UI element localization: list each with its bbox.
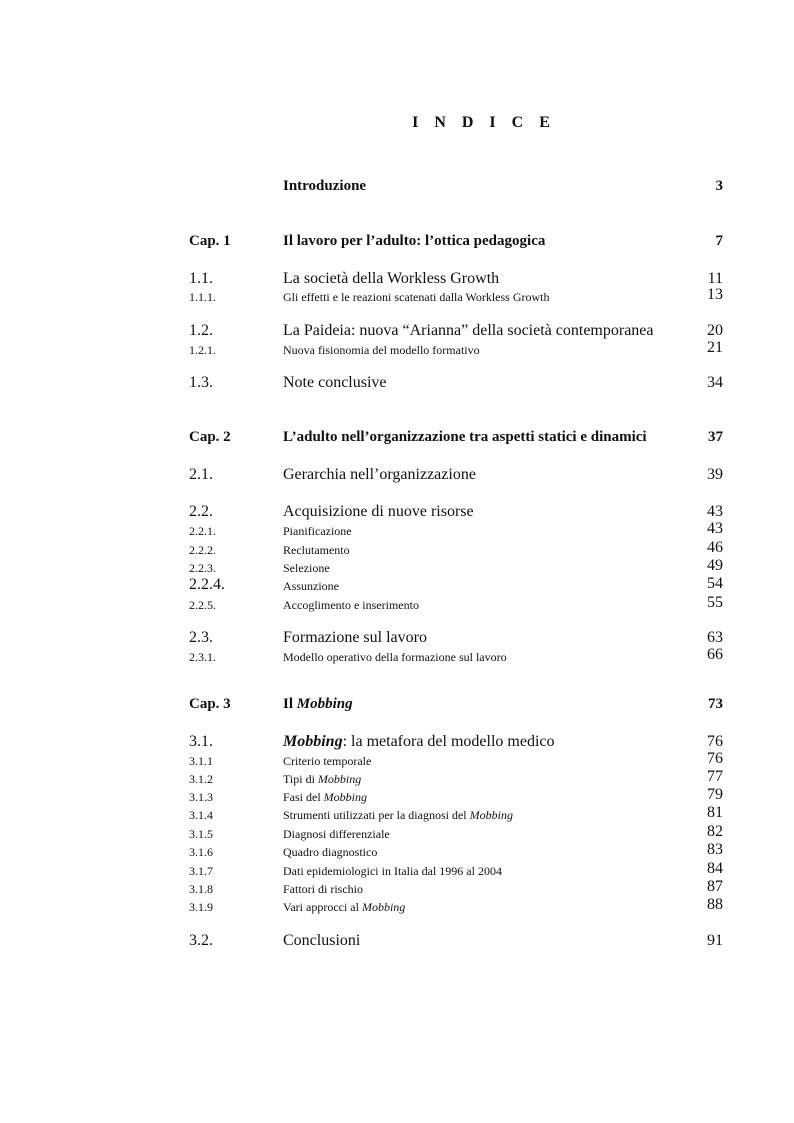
toc-entry-text xyxy=(283,808,513,823)
toc-entry-3-1-9[interactable] xyxy=(0,896,794,922)
toc-entry-page: 77 xyxy=(707,768,723,785)
toc-entry-3-1[interactable] xyxy=(0,733,794,755)
toc-entry-page: 66 xyxy=(707,646,723,663)
toc-entry-number: 1.2.1. xyxy=(189,343,216,357)
toc-entry-text-emphasis: Mobbing xyxy=(469,808,513,822)
toc-entry-1-2-1[interactable] xyxy=(0,339,794,365)
toc-entry-number: 1.2. xyxy=(189,322,213,339)
toc-entry-2-2-5[interactable] xyxy=(0,594,794,620)
toc-entry-number: 2.2. xyxy=(189,503,213,520)
toc-entry-text: Reclutamento xyxy=(283,543,350,557)
toc-entry-page: 81 xyxy=(707,804,723,821)
toc-entry-page: 83 xyxy=(707,841,723,858)
toc-entry-text: Formazione sul lavoro xyxy=(283,629,427,646)
toc-entry-text-emphasis: Mobbing xyxy=(283,733,343,750)
toc-entry-text-post: : la metafora del modello medico xyxy=(342,733,555,750)
toc-entry-1-1[interactable] xyxy=(0,270,794,292)
toc-entry-text-pre: Vari approcci al xyxy=(283,900,362,914)
toc-entry-page: 82 xyxy=(707,823,723,840)
toc-entry-number: 3.2. xyxy=(189,932,213,949)
toc-entry-page: 43 xyxy=(707,503,723,520)
toc-entry-number: Cap. 2 xyxy=(189,429,231,445)
toc-entry-page: 37 xyxy=(708,429,723,445)
toc-entry-page: 91 xyxy=(707,932,723,949)
toc-entry-text: Quadro diagnostico xyxy=(283,845,378,859)
toc-entry-number: 3.1.9 xyxy=(189,900,213,914)
toc-entry-2-1[interactable] xyxy=(0,466,794,488)
toc-entry-page: 63 xyxy=(707,629,723,646)
toc-entry-text-emphasis: Mobbing xyxy=(361,900,406,914)
toc-entry-text: Fattori di rischio xyxy=(283,882,363,896)
toc-entry-page: 49 xyxy=(707,557,723,574)
toc-entry-number: 3.1.3 xyxy=(189,790,213,804)
toc-entry-text: Modello operativo della formazione sul lavoro xyxy=(283,650,507,664)
toc-entry-chapter-2[interactable] xyxy=(0,429,794,451)
toc-entry-number: Cap. 3 xyxy=(189,696,231,712)
toc-entry-text: Introduzione xyxy=(283,178,367,194)
toc-entry-page: 43 xyxy=(707,520,723,537)
toc-entry-text: Assunzione xyxy=(283,579,339,593)
toc-entry-chapter-3[interactable] xyxy=(0,696,794,718)
toc-entry-number: 3.1.7 xyxy=(189,864,213,878)
toc-entry-page: 76 xyxy=(707,750,723,767)
toc-entry-page: 34 xyxy=(707,374,723,391)
toc-entry-number: 2.2.4. xyxy=(189,576,225,593)
toc-entry-2-2[interactable] xyxy=(0,503,794,525)
toc-entry-number: Cap. 1 xyxy=(189,233,231,249)
toc-entry-text: Accoglimento e inserimento xyxy=(283,598,419,612)
toc-entry-text xyxy=(283,733,555,751)
toc-entry-number: 1.1.1. xyxy=(189,290,216,304)
toc-entry-text xyxy=(283,696,353,713)
toc-entry-text: Il lavoro per l’adulto: l’ottica pedagogica xyxy=(283,233,546,249)
toc-entry-text: Gerarchia nell’organizzazione xyxy=(283,466,476,483)
toc-entry-text: Diagnosi differenziale xyxy=(283,827,390,841)
toc-entry-text: Pianificazione xyxy=(283,524,352,538)
toc-entry-number: 2.2.1. xyxy=(189,524,216,538)
toc-entry-3-2[interactable] xyxy=(0,932,794,954)
toc-entry-page: 73 xyxy=(708,696,723,712)
toc-entry-text-emphasis: Mobbing xyxy=(323,790,368,804)
toc-entry-text: La Paideia: nuova “Arianna” della società contemporanea xyxy=(283,322,654,339)
toc-entry-page: 55 xyxy=(707,594,723,611)
toc-entry-text: Note conclusive xyxy=(283,374,387,391)
toc-entry-text-emphasis: Mobbing xyxy=(317,772,362,786)
toc-entry-text: Criterio temporale xyxy=(283,754,372,768)
toc-entry-number: 3.1.1 xyxy=(189,754,213,768)
toc-entry-text-emphasis: Mobbing xyxy=(296,696,353,712)
toc-entry-number: 3.1.4 xyxy=(189,808,213,822)
toc-entry-page: 88 xyxy=(707,896,723,913)
toc-entry-1-3[interactable] xyxy=(0,374,794,396)
toc-entry-text xyxy=(283,790,367,805)
toc-entry-text: Gli effetti e le reazioni scatenati dalla Workless Growth xyxy=(283,290,550,304)
toc-entry-text: L’adulto nell’organizzazione tra aspetti statici e dinamici xyxy=(283,429,647,445)
toc-entry-page: 39 xyxy=(707,466,723,483)
toc-entry-text-pre: Strumenti utilizzati per la diagnosi del xyxy=(283,808,470,822)
toc-entry-text-pre: Il xyxy=(283,696,297,712)
toc-entry-1-1-1[interactable] xyxy=(0,286,794,312)
toc-entry-2-3-1[interactable] xyxy=(0,646,794,672)
toc-entry-2-3[interactable] xyxy=(0,629,794,651)
toc-entry-page: 76 xyxy=(707,733,723,750)
toc-entry-page: 20 xyxy=(707,322,723,339)
toc-entry-text-pre: Tipi di xyxy=(283,772,318,786)
toc-entry-number: 3.1.5 xyxy=(189,827,213,841)
toc-entry-number: 3.1.6 xyxy=(189,845,213,859)
toc-entry-text: Acquisizione di nuove risorse xyxy=(283,503,474,520)
toc-entry-text-pre: Fasi del xyxy=(283,790,324,804)
toc-entry-page: 13 xyxy=(707,286,723,303)
toc-entry-text: Conclusioni xyxy=(283,932,361,949)
toc-entry-introduzione[interactable] xyxy=(0,178,794,200)
toc-entry-page: 46 xyxy=(707,539,723,556)
toc-entry-1-2[interactable] xyxy=(0,322,794,344)
toc-entry-number: 2.3. xyxy=(189,629,213,646)
toc-entry-text: Dati epidemiologici in Italia dal 1996 al 2004 xyxy=(283,864,502,878)
toc-entry-number: 3.1. xyxy=(189,733,213,750)
toc-entry-page: 54 xyxy=(707,575,723,592)
toc-entry-text: Nuova fisionomia del modello formativo xyxy=(283,343,480,357)
toc-entry-number: 2.2.5. xyxy=(189,598,216,612)
toc-entry-number: 1.3. xyxy=(189,374,213,391)
toc-entry-text xyxy=(283,900,405,915)
toc-entry-number: 2.3.1. xyxy=(189,650,216,664)
toc-entry-number: 3.1.2 xyxy=(189,772,213,786)
toc-entry-page: 84 xyxy=(707,860,723,877)
toc-entry-number: 1.1. xyxy=(189,270,213,287)
toc-entry-page: 21 xyxy=(707,339,723,356)
toc-entry-number: 2.2.3. xyxy=(189,561,216,575)
toc-entry-chapter-1[interactable] xyxy=(0,233,794,255)
toc-entry-text: La società della Workless Growth xyxy=(283,270,500,287)
page-title: I N D I C E xyxy=(412,114,556,131)
toc-entry-text: Selezione xyxy=(283,561,330,575)
toc-entry-page: 79 xyxy=(707,786,723,803)
toc-entry-page: 87 xyxy=(707,878,723,895)
toc-entry-page: 7 xyxy=(715,233,723,249)
toc-entry-number: 3.1.8 xyxy=(189,882,213,896)
toc-entry-page: 11 xyxy=(707,270,723,287)
toc-entry-number: 2.2.2. xyxy=(189,543,216,557)
toc-entry-number: 2.1. xyxy=(189,466,213,483)
toc-entry-text xyxy=(283,772,361,787)
toc-entry-page: 3 xyxy=(715,178,723,194)
